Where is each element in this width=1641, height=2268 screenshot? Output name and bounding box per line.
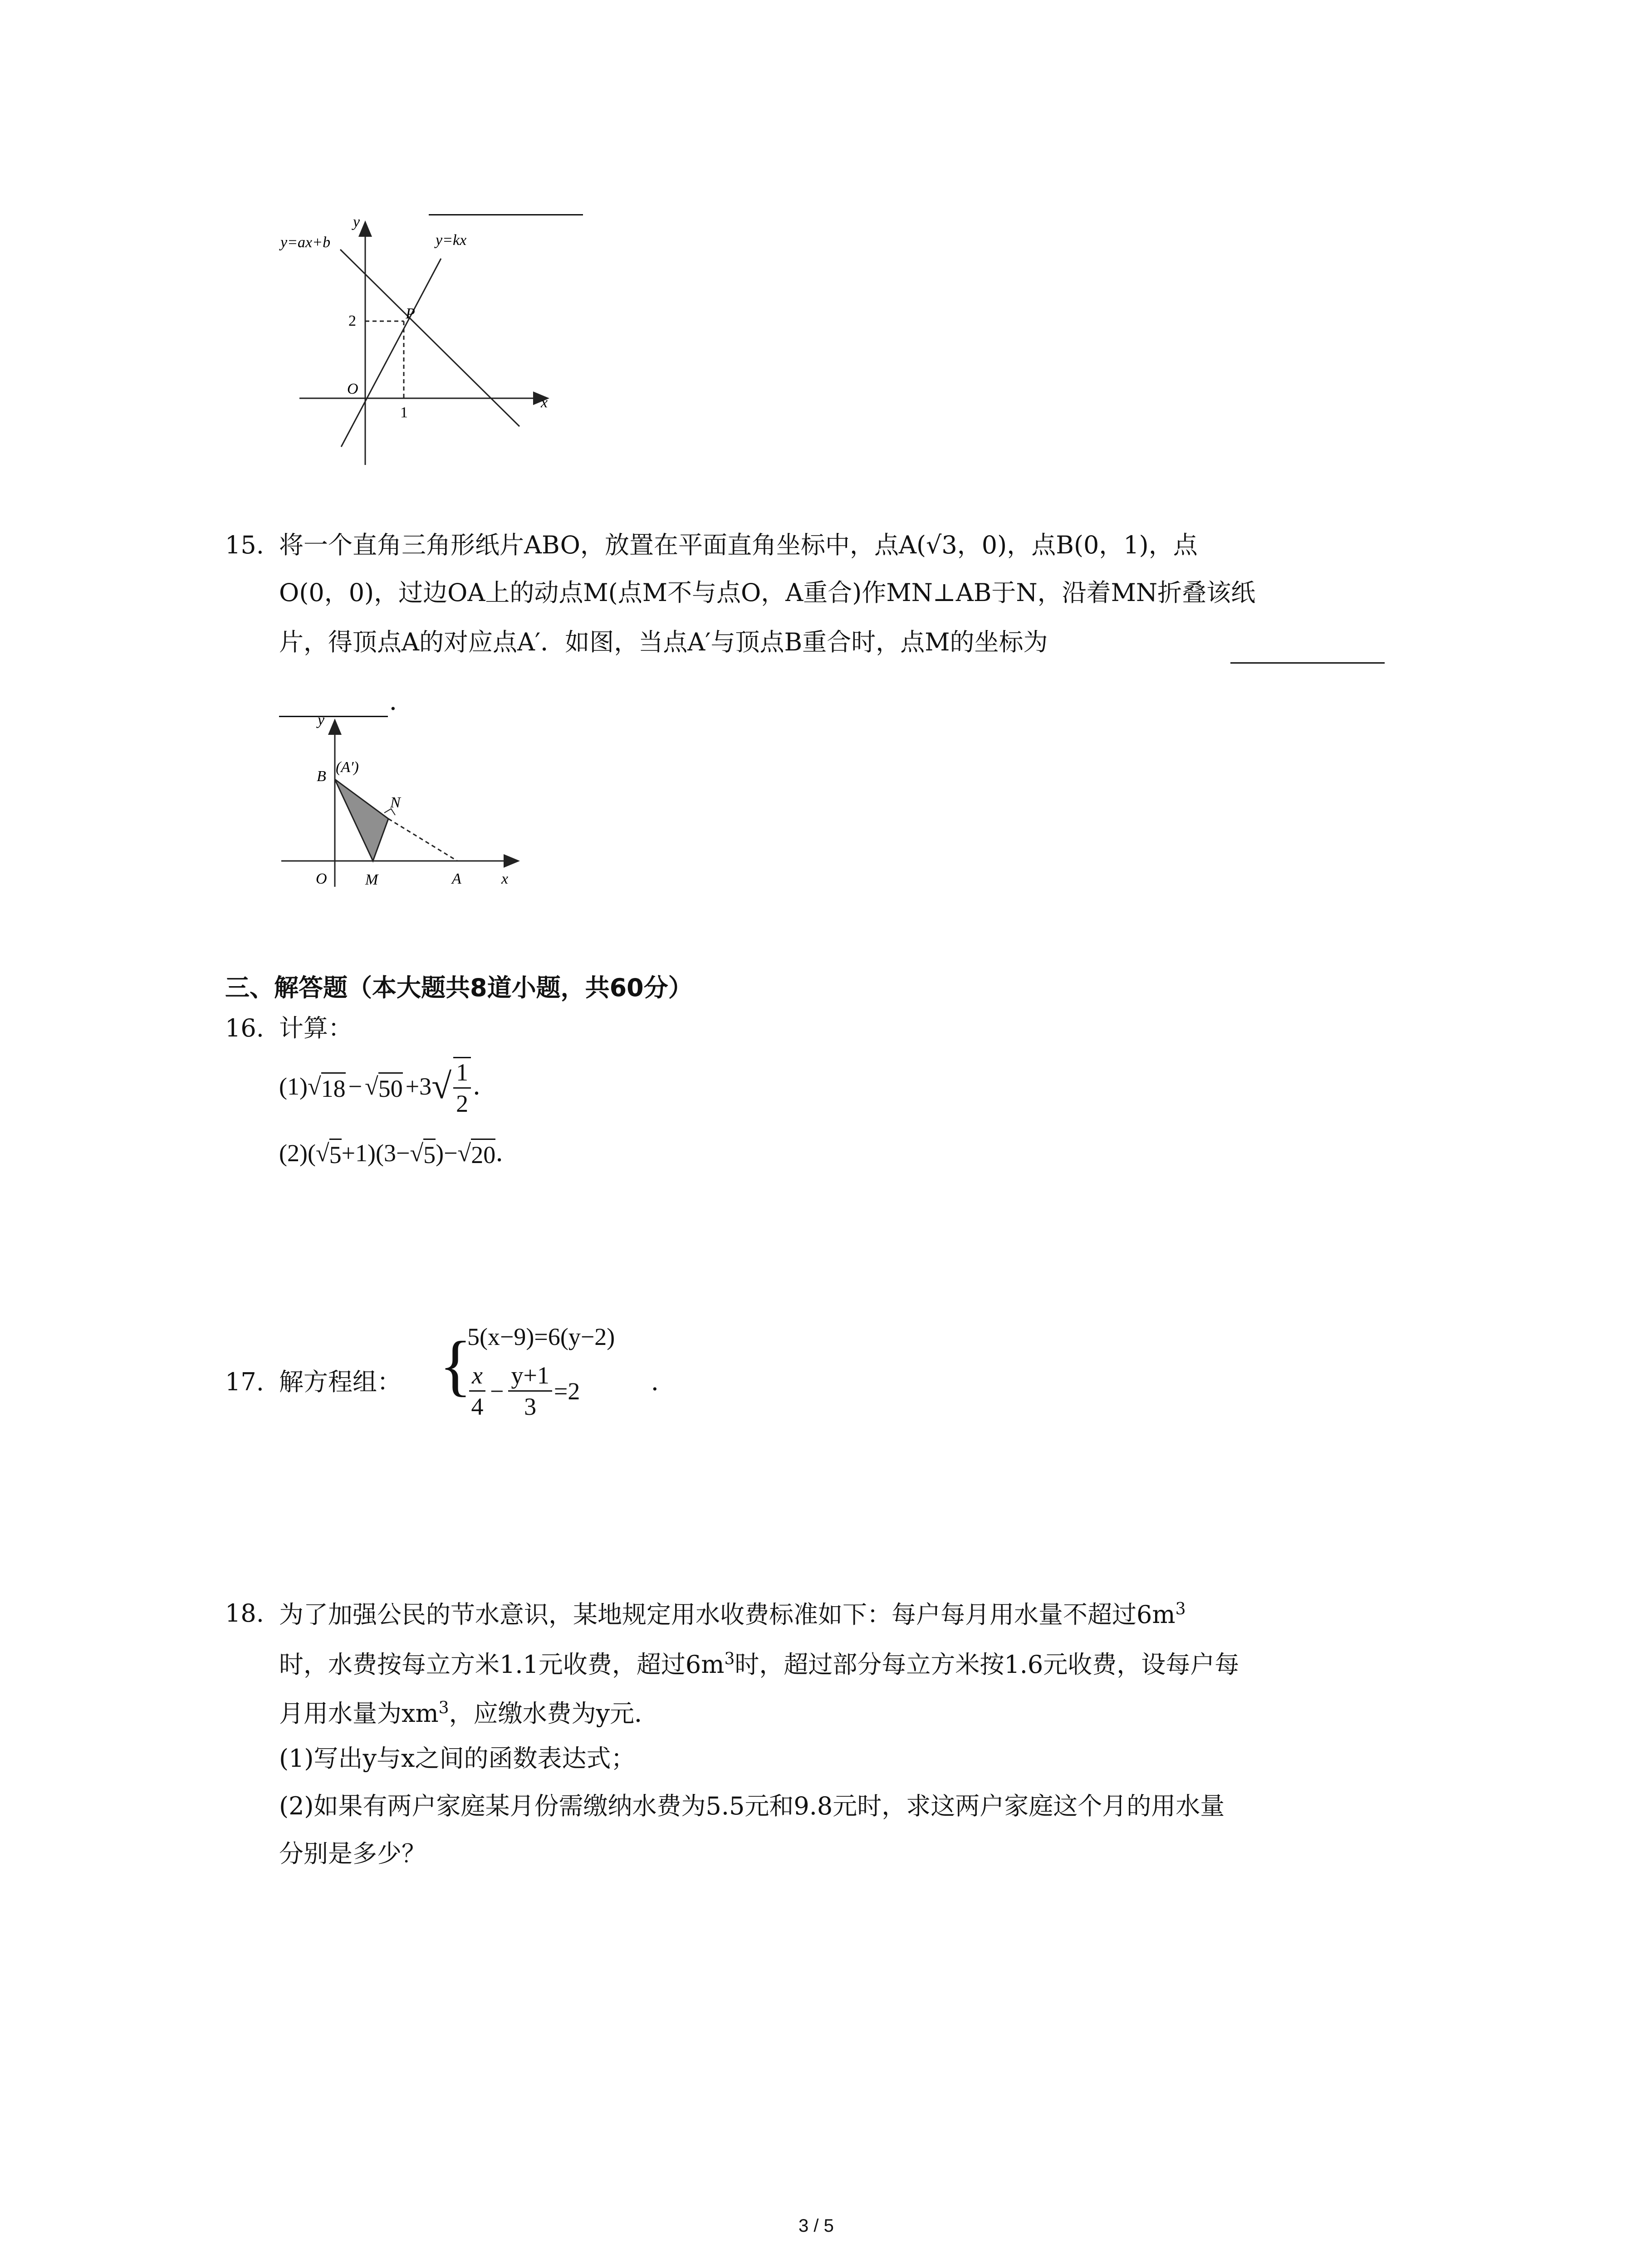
q15-label-o: O <box>316 870 327 887</box>
q16-p1-plus3: +3 <box>405 1073 432 1100</box>
q16-p1-frac-num: 1 <box>453 1060 471 1089</box>
q14-tick-2: 2 <box>348 313 356 329</box>
q15-folded-triangle <box>335 779 388 861</box>
radical-sign: √ <box>307 1073 321 1100</box>
section-3-title: 三、解答题（本大题共8道小题，共60分） <box>225 973 693 1002</box>
q16-p2-radicand-1: 5 <box>329 1139 342 1167</box>
q15-answer-blank-1 <box>1230 662 1385 664</box>
q16-p1-minus: − <box>348 1073 362 1100</box>
q16-p2-radicand-2: 5 <box>423 1139 436 1167</box>
q18-part-1: (1)写出y与x之间的函数表达式； <box>279 1744 636 1773</box>
radical-sign: √ <box>457 1139 471 1167</box>
q14-line-kx <box>341 259 441 447</box>
q15-end-mark: ． <box>389 687 414 716</box>
q14-label-p: P <box>406 305 415 322</box>
q15-label-a-prime: (A′) <box>336 759 359 776</box>
q17-equation-1: 5(x−9)=6(y−2) <box>467 1323 615 1350</box>
q16-p1-prefix: (1) <box>279 1073 308 1100</box>
q18-line-2-text-a: 时，水费按每立方米1.1元收费，超过6m <box>279 1650 725 1679</box>
q18-line-1-text: 为了加强公民的节水意识，某地规定用水收费标准如下：每户每月用水量不超过6m <box>279 1600 1176 1629</box>
q14-label-kx: y=kx <box>436 232 467 249</box>
q15-label-m: M <box>365 871 378 888</box>
q14-line-axb <box>340 249 519 426</box>
q16-p2-close: )− <box>436 1139 458 1167</box>
q18-line-3-text-a: 月用水量为xm <box>279 1699 439 1728</box>
q15-label-x: x <box>501 870 509 887</box>
q15-label-y: y <box>318 712 325 728</box>
q18-line-3-text-b: ，应缴水费为y元． <box>449 1699 659 1728</box>
q17-frac-2-den: 3 <box>524 1393 537 1420</box>
q18-line-2 <box>279 1651 1239 1677</box>
q16-p2-mid: +1)(3− <box>341 1139 410 1167</box>
page-number: 3 / 5 <box>798 2216 834 2236</box>
q18-line-3 <box>279 1700 659 1726</box>
q16-p1-radicand-2: 50 <box>378 1072 403 1101</box>
radical-sign: √ <box>365 1073 378 1100</box>
q16-p1-end: ． <box>473 1073 498 1100</box>
q15-label-n: N <box>390 794 401 811</box>
radical-sign: √ <box>315 1139 329 1167</box>
q16-p1-radicand-1: 18 <box>321 1072 346 1101</box>
q18-part-2-line-1: (2)如果有两户家庭某月份需缴纳水费为5.5元和9.8元时，求这两户家庭这个月的用水量 <box>279 1792 1225 1820</box>
q14-label-o: O <box>347 381 358 397</box>
q18-part-2-line-2: 分别是多少？ <box>279 1839 426 1868</box>
q15-figure <box>272 712 526 903</box>
q18-line-3-sup: 3 <box>438 1699 449 1717</box>
q14-label-y: y <box>353 214 360 230</box>
q16-part-1 <box>279 1057 497 1116</box>
q15-line-3: 片，得顶点A的对应点A′．如图，当点A′与顶点B重合时，点M的坐标为 <box>279 628 1048 656</box>
q17-brace: { <box>439 1328 472 1403</box>
radical-sign: √ <box>410 1139 424 1167</box>
q14-tick-1: 1 <box>400 404 408 421</box>
q17-equation-2 <box>467 1363 580 1419</box>
q16-p2-prefix: (2)( <box>279 1139 316 1167</box>
q18-line-1-sup: 3 <box>1175 1600 1186 1618</box>
q14-label-axb: y=ax+b <box>280 234 331 251</box>
q18-line-2-sup: 3 <box>724 1650 735 1668</box>
q18-line-1 <box>279 1601 1185 1627</box>
q16-p2-end: ． <box>495 1139 520 1167</box>
q18-number: 18. <box>225 1599 264 1628</box>
q15-label-b: B <box>317 768 326 785</box>
q18-line-2-text-b: 时，超过部分每立方米按1.6元收费，设每户每 <box>735 1650 1239 1679</box>
q17-number: 17. <box>225 1368 264 1396</box>
q17-stem: 解方程组： <box>279 1368 402 1396</box>
q16-stem: 计算： <box>279 1014 353 1042</box>
q16-p2-radicand-3: 20 <box>471 1139 495 1167</box>
q14-label-x: x <box>541 394 548 411</box>
q17-rhs: =2 <box>554 1377 580 1405</box>
q16-number: 16. <box>225 1014 264 1042</box>
q15-label-a: A <box>452 870 461 887</box>
q16-p1-fraction <box>453 1057 471 1116</box>
q17-end-mark: ． <box>651 1368 676 1396</box>
q17-frac-1-num: x <box>469 1363 485 1392</box>
q17-frac-2-num: y+1 <box>508 1363 552 1392</box>
q15-line-2: O(0，0)，过边OA上的动点M(点M不与点O，A重合)作MN⊥AB于N，沿着MN折叠该纸 <box>279 578 1256 607</box>
q16-part-2 <box>279 1139 520 1167</box>
q17-frac-1-den: 4 <box>471 1393 484 1420</box>
q17-frac-1 <box>469 1363 485 1419</box>
q15-dash-na <box>388 819 457 861</box>
q17-minus: − <box>490 1377 504 1405</box>
q16-p1-frac-den: 2 <box>456 1090 469 1117</box>
q15-number: 15. <box>225 531 264 559</box>
q15-line-1: 将一个直角三角形纸片ABO，放置在平面直角坐标中，点A(√3，0)，点B(0，1)，点 <box>279 531 1198 559</box>
q14-figure <box>272 213 572 472</box>
q17-frac-2 <box>508 1363 552 1419</box>
radical-sign: √ <box>431 1066 452 1106</box>
